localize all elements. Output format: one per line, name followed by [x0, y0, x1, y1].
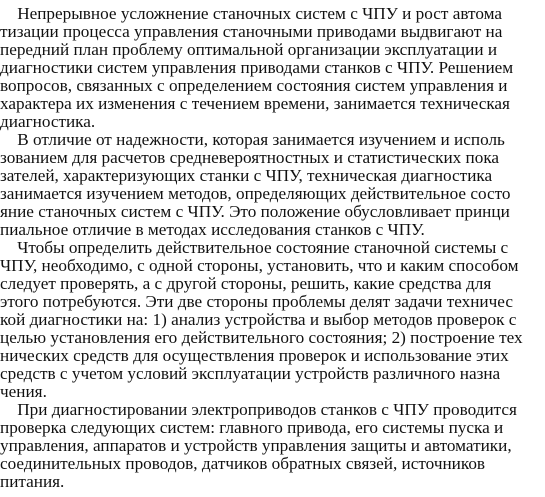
text-line: яние станочных систем с ЧПУ. Это положение обусловливает принци: [0, 202, 510, 221]
text-line: кой диагностики на: 1) анализ устройства и выбор методов проверок с: [0, 310, 517, 329]
text-line: тизации процесса управления станочными приводами выдвигают на: [0, 22, 503, 41]
text-line: питания.: [0, 472, 65, 491]
text-line: соединительных проводов, датчиков обратных связей, источников: [0, 454, 486, 473]
text-line: занимается изучением методов, определяющих действительное состо: [0, 184, 511, 203]
text-line: зованием для расчетов средневероятностных и статистических пока: [0, 148, 500, 167]
text-line: диагностики систем управления приводами станков с ЧПУ. Решением: [0, 58, 514, 77]
text-line: управления, аппаратов и устройств управления защиты и автоматики,: [0, 436, 512, 455]
text-line: средств с учетом условий эксплуатации устройств различного назна: [0, 364, 501, 383]
text-line: При диагностировании электроприводов станков с ЧПУ проводится: [0, 400, 517, 419]
text-line: Непрерывное усложнение станочных систем с ЧПУ и рост автома: [0, 4, 502, 23]
text-line: следует проверять, а с другой стороны, решить, какие средства для: [0, 274, 492, 293]
text-line: ЧПУ, необходимо, с одной стороны, установить, что и каким способом: [0, 256, 519, 275]
text-line: этого потребуются. Эти две стороны проблемы делят задачи техничес: [0, 292, 513, 311]
text-line: проверка следующих систем: главного привода, его системы пуска и: [0, 418, 504, 437]
text-line: пиальное отличие в методах исследования станков с ЧПУ.: [0, 220, 425, 239]
text-line: вопросов, связанных с определением состояния систем управления и: [0, 76, 508, 95]
text-line: передний план проблему оптимальной организации эксплуатации и: [0, 40, 498, 59]
text-line: целью установления его действительного состояния; 2) построение тех: [0, 328, 523, 347]
text-line: зателей, характеризующих станки с ЧПУ, техническая диагностика: [0, 166, 493, 185]
text-line: нических средств для осуществления проверок и использование этих: [0, 346, 509, 365]
text-line: диагностика.: [0, 112, 96, 131]
text-line: характера их изменения с течением времени, занимается техническая: [0, 94, 510, 113]
text-line: В отличие от надежности, которая занимается изучением и исполь: [0, 130, 505, 149]
text-line: Чтобы определить действительное состояние станочной системы с: [0, 238, 509, 257]
text-line: чения.: [0, 382, 47, 401]
